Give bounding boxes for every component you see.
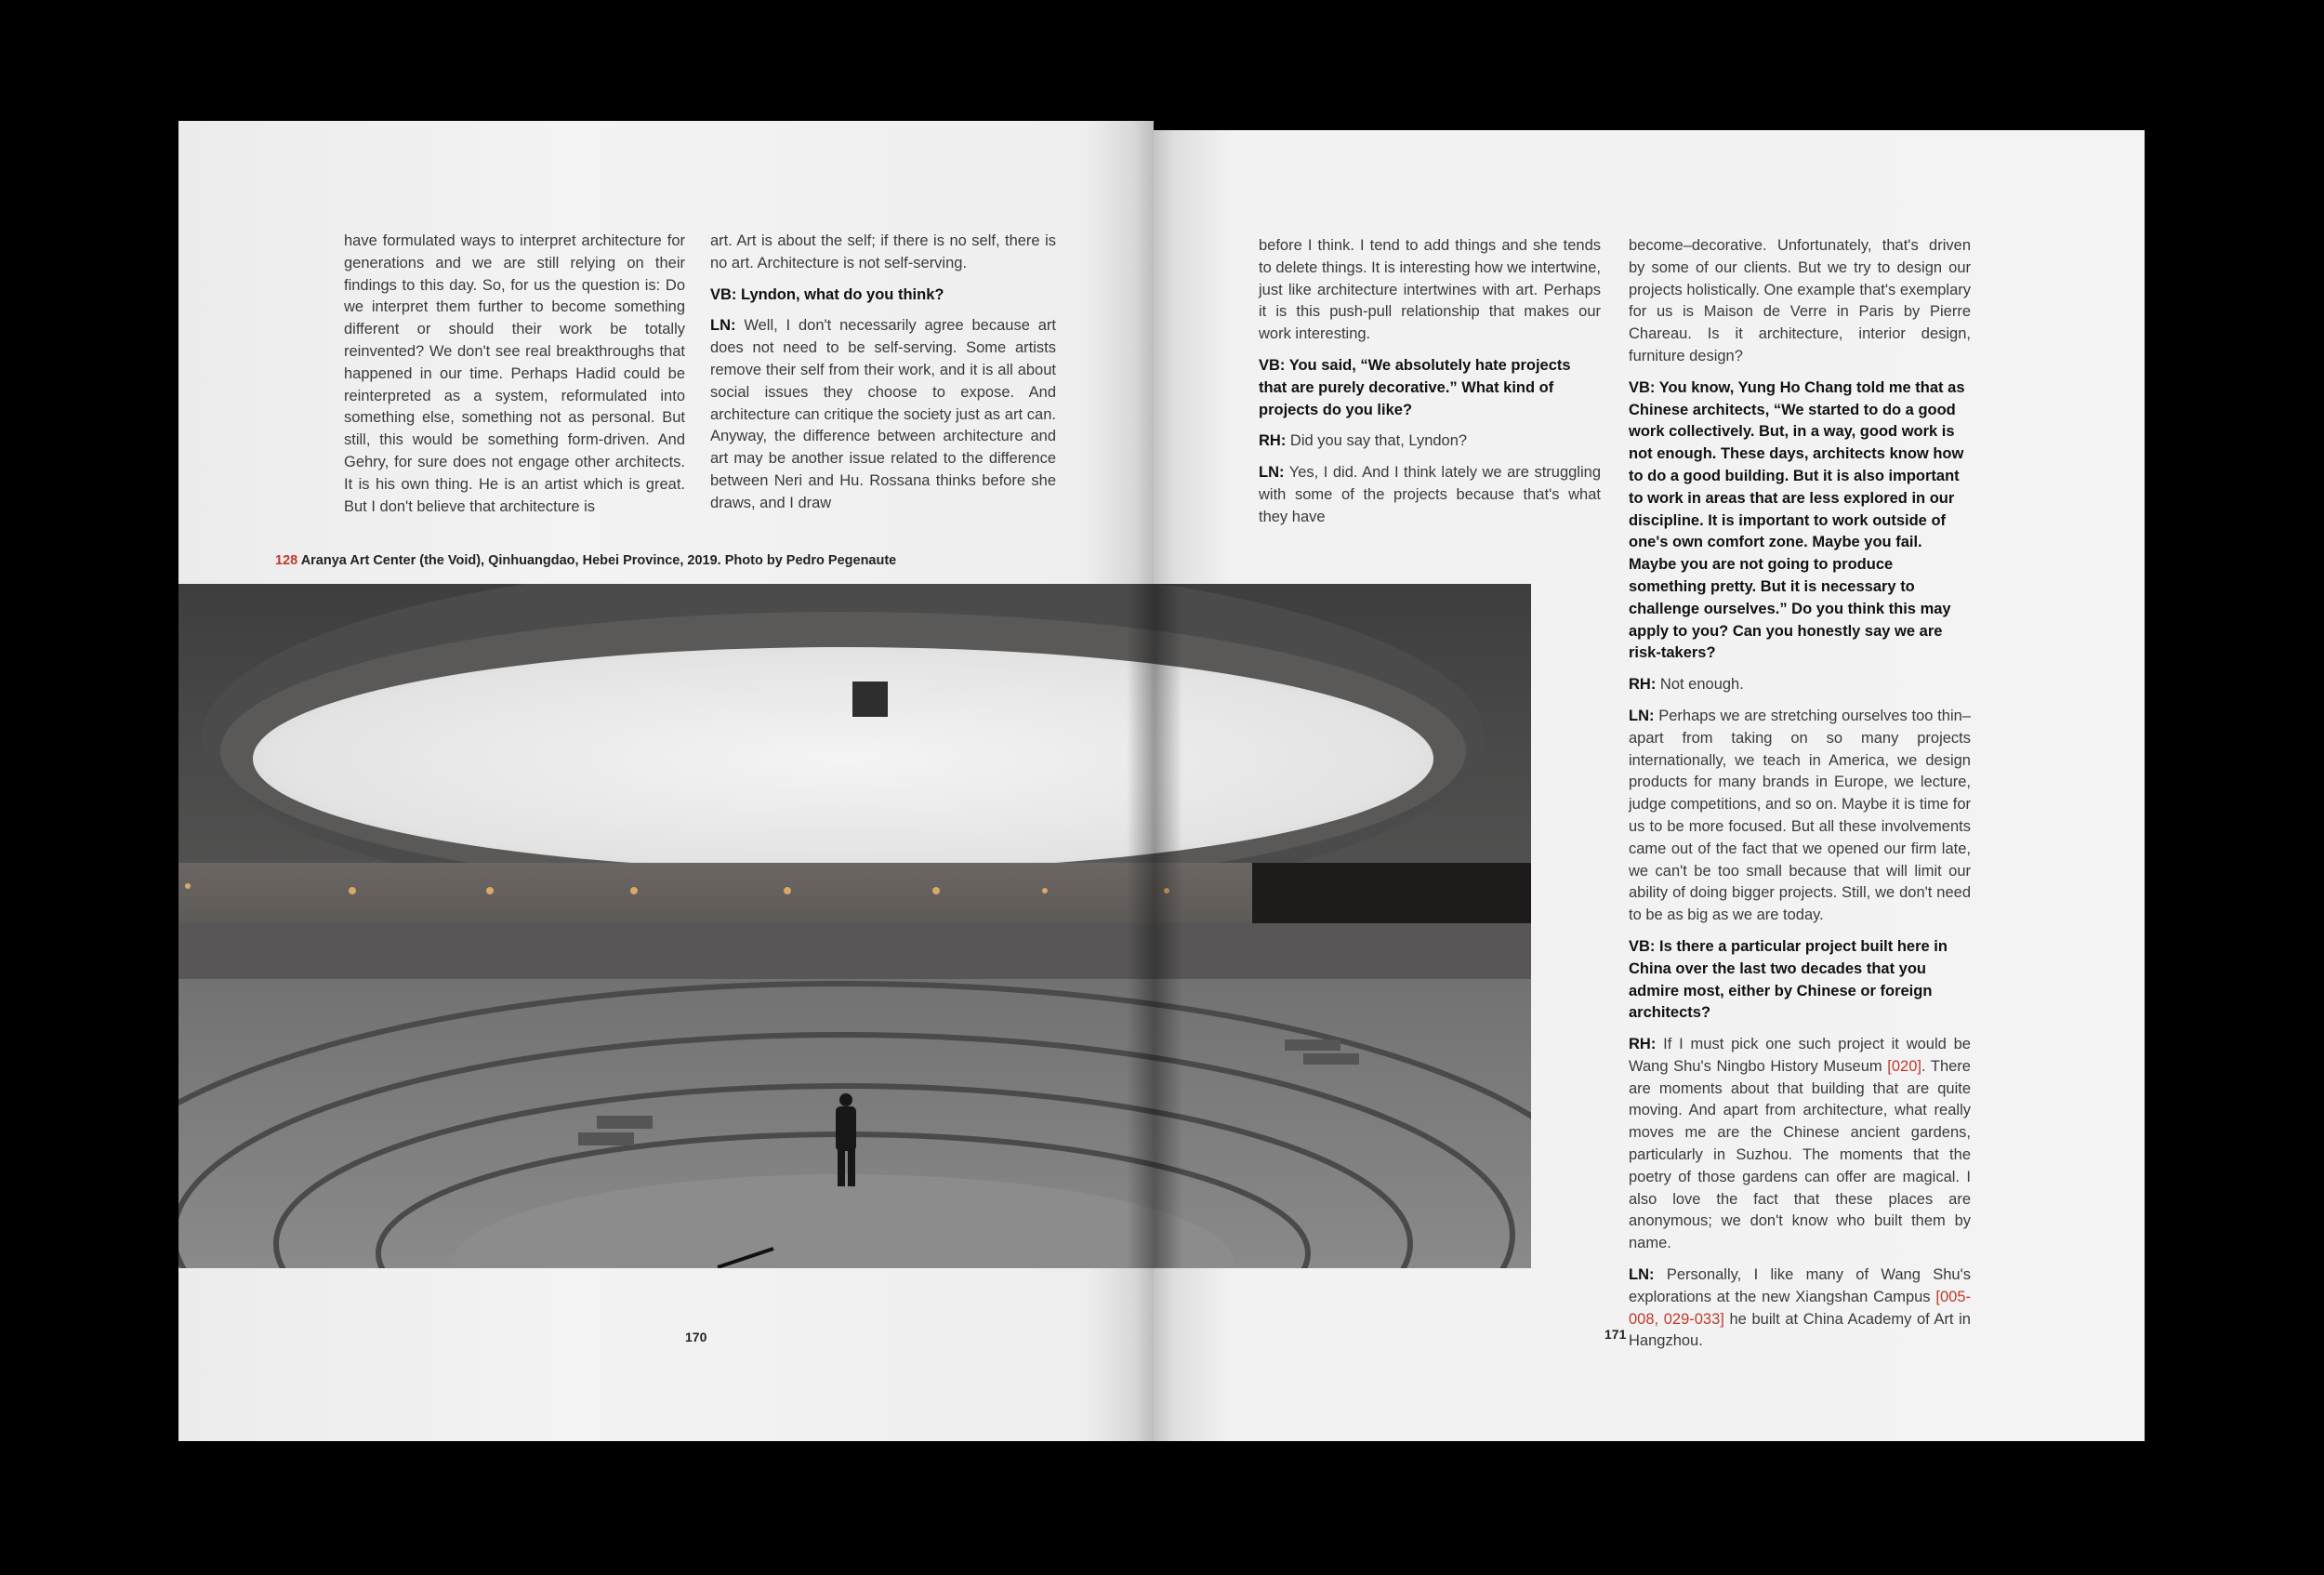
speaker-label: RH:: [1629, 676, 1657, 694]
answer-paragraph: [1259, 430, 1601, 453]
interviewer-question: VB: You know, Yung Ho Chang told me that as Chinese architects, “We started to do a good work collectively. But, in a way, good work is not enough. These days, architects know how to do a good building. But it is also important to work in areas that are less explored in our discipline. It is important to work outside of one's own comfort zone. Maybe you fail. Maybe you are not going to produce something pretty. But it is necessary to challenge ourselves.” Do you think this may apply to you? Can you honestly say we are risk-takers?: [1629, 378, 1965, 662]
aranya-art-center-photo: [178, 584, 1531, 1268]
left-column-2: [710, 231, 1056, 524]
answer-text: Well, I don't necessarily agree because art does not need to be self-serving. Some artists remove their self from their work, and it is all about social issues they choose to expose. And architecture can critique the society just as art can. Anyway, the difference between architecture and art may be another issue related to the difference between Neri and Hu. Rossana thinks before she draws, and I draw: [710, 317, 1056, 511]
paragraph: have formulated ways to interpret architecture for generations and we are still relying on their findings to this day. So, for us the question is: Do we interpret them further to become something different or should their work be totally reinvented? We don't see real breakthroughs that happened in our time. Perhaps Hadid could be reinterpreted as a system, reformulated into something else, something not as personal. But still, this would be something form-driven. And Gehry, for sure does not engage other architects. It is his own thing. He is an artist which is great. But I don't believe that architecture is: [344, 232, 685, 515]
interviewer-question: VB: You said, “We absolutely hate projects that are purely decorative.” What kind of projects do you like?: [1259, 356, 1571, 418]
right-column-2: [1629, 235, 1971, 1362]
answer-paragraph: [710, 315, 1056, 514]
interviewer-question: VB: Lyndon, what do you think?: [710, 285, 944, 303]
photo-caption: [275, 553, 896, 568]
answer-text: If I must pick one such project it would be Wang Shu's Ningbo History Museum: [1629, 1036, 1971, 1075]
speaker-label: LN:: [1629, 1266, 1655, 1284]
figure-reference: [005-008, 029-033]: [1629, 1288, 1971, 1328]
answer-paragraph: [1629, 1034, 1971, 1255]
answer-text: Perhaps we are stretching ourselves too thin–apart from taking on so many projects internationally, we teach in America, we design products for many brands in Europe, we lecture, judge competitions, and so on. Maybe it is time for us to be more focused. But all these involvements came out of the fact that we opened our firm late, we can't be too small because that will limit our ability of doing bigger projects. Still, we don't need to be as big as we are today.: [1629, 707, 1971, 924]
page-number: 170: [685, 1330, 707, 1344]
answer-paragraph: [1259, 462, 1601, 528]
left-column-1: [344, 231, 685, 527]
answer-paragraph: [1629, 674, 1971, 696]
speaker-label: RH:: [1259, 432, 1287, 450]
speaker-label: LN:: [1629, 707, 1655, 724]
figure-number: 128: [275, 553, 298, 568]
answer-text: . There are moments about that building that are quite moving. And apart from architecture, what really moves me are the Chinese ancient gardens, particularly in Suzhou. The moments that the poetry of those gardens can offer are magical. I also love the fact that these places are anonymous; we don't know who built them by name.: [1629, 1057, 1971, 1252]
answer-text: he built at China Academy of Art in Hangzhou.: [1629, 1310, 1971, 1350]
speaker-label: LN:: [710, 317, 736, 335]
answer-text: Not enough.: [1656, 676, 1744, 694]
paragraph: before I think. I tend to add things and she tends to delete things. It is interesting how we intertwine, just like architecture intertwines with art. Perhaps it is this push-pull relationship that makes our work interesting.: [1259, 237, 1601, 343]
answer-text: Personally, I like many of Wang Shu's explorations at the new Xiangshan Campus: [1629, 1266, 1971, 1305]
figure-reference: [020]: [1887, 1057, 1921, 1075]
answer-text: Yes, I did. And I think lately we are struggling with some of the projects because that's what they have: [1259, 464, 1601, 525]
speaker-label: RH:: [1629, 1036, 1657, 1053]
interviewer-question: VB: Is there a particular project built here in China over the last two decades that you admire most, either by Chinese or foreign architects?: [1629, 937, 1948, 1022]
caption-text: Aranya Art Center (the Void), Qinhuangdao, Hebei Province, 2019. Photo by Pedro Pegenaute: [297, 553, 897, 568]
page-number: 171: [1604, 1327, 1627, 1342]
answer-text: Did you say that, Lyndon?: [1286, 432, 1468, 450]
answer-paragraph: [1629, 706, 1971, 927]
paragraph: art. Art is about the self; if there is no self, there is no art. Architecture is not self-serving.: [710, 232, 1056, 271]
right-column-1: [1259, 235, 1601, 538]
paragraph: become–decorative. Unfortunately, that's driven by some of our clients. But we try to design our projects holistically. One example that's exemplary for us is Maison de Verre in Paris by Pierre Chareau. Is it architecture, interior design, furniture design?: [1629, 237, 1971, 364]
speaker-label: LN:: [1259, 464, 1285, 482]
answer-paragraph: [1629, 1264, 1971, 1353]
